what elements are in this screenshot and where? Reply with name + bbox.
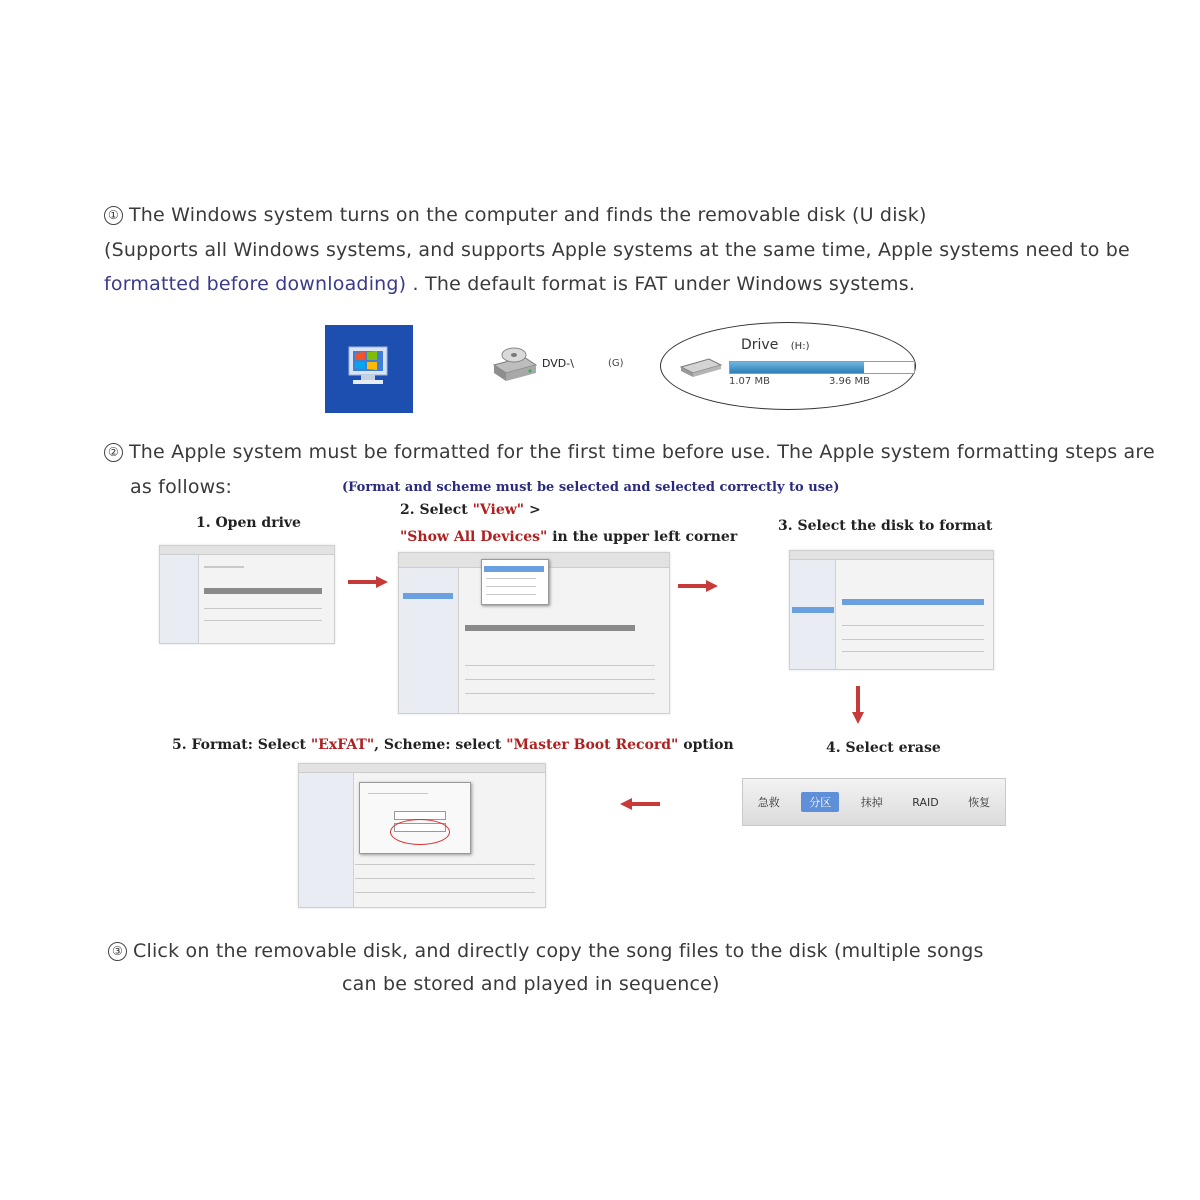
windows-computer-icon [325,325,413,413]
caption-step2-view: "View" [472,502,525,518]
step2-line1 [104,441,1155,463]
dvd-label: DVD-\ [542,357,574,370]
caption-step5-pre: 5. Format: Select [172,737,311,753]
step2-note: (Format and scheme must be selected and selected correctly to use) [342,480,840,495]
step1-number: ① [104,206,123,225]
drive-free: 1.07 MB [729,376,770,387]
step3-text: Click on the removable disk, and directly copy the song files to the disk (multiple songs [133,940,984,962]
caption-step2-pre: 2. Select [400,502,473,518]
dvd-letter: (G) [608,358,624,369]
drive-total: 3.96 MB [829,376,870,387]
caption-step1: 1. Open drive [196,515,301,531]
step3-number: ③ [108,942,127,961]
erase-toolbar-item[interactable]: 恢复 [968,796,991,809]
step1-line3-blue: formatted before downloading) [104,273,407,295]
step1-text: The Windows system turns on the computer and finds the removable disk (U disk) [129,204,927,226]
caption-step5-exfat: "ExFAT" [310,737,375,753]
drive-usage-fill [730,362,864,373]
caption-step2-show: "Show All Devices" [400,529,548,545]
step2-number: ② [104,443,123,462]
erase-toolbar-item[interactable]: RAID [912,795,939,809]
screenshot-open-drive [159,545,335,644]
drive-title-text: Drive [741,337,779,353]
caption-step5-mid: , Scheme: select [374,737,507,753]
arrow-right-icon-2 [676,578,720,594]
step2-line2: as follows: [130,476,233,498]
caption-step2-line1 [400,502,541,518]
erase-toolbar [742,778,1006,826]
drive-highlight-ellipse[interactable] [660,322,916,410]
screenshot-show-all-devices [398,552,670,714]
erase-toolbar-item[interactable]: 分区 [801,792,839,812]
drive-title [741,337,809,353]
arrow-down-icon [850,684,866,726]
caption-step2-post: in the upper left corner [547,529,738,545]
step1-line3-rest: . The default format is FAT under Windows systems. [412,273,916,295]
format-dialog [359,782,471,854]
usb-drive-icon [679,355,723,379]
arrow-left-icon [618,796,662,812]
view-menu [481,559,549,605]
caption-step3: 3. Select the disk to format [778,518,993,534]
step2-text: The Apple system must be formatted for the first time before use. The Apple system formatting steps are [129,441,1155,463]
step3-line2: can be stored and played in sequence) [342,973,720,995]
step3-line1 [108,940,984,962]
caption-step5-mbr: "Master Boot Record" [506,737,679,753]
caption-step2-line2 [400,529,737,545]
step1-line1 [104,204,927,226]
caption-step4: 4. Select erase [826,740,941,756]
screenshot-select-disk [789,550,994,670]
caption-step2-gt: > [524,502,541,518]
step1-line2: (Supports all Windows systems, and supports Apple systems at the same time, Apple systems need to be [104,239,1130,261]
arrow-right-icon-1 [346,574,390,590]
caption-step5-post: option [678,737,734,753]
drive-usage-bar [729,361,915,374]
dvd-drive-icon [490,343,538,385]
drive-letter: (H:) [790,341,810,352]
erase-toolbar-item[interactable]: 急救 [757,796,780,809]
format-highlight-circle [390,819,450,845]
caption-step5 [172,737,734,753]
screenshot-format [298,763,546,908]
erase-toolbar-item[interactable]: 抹掉 [860,796,883,809]
step1-line3 [104,273,915,295]
